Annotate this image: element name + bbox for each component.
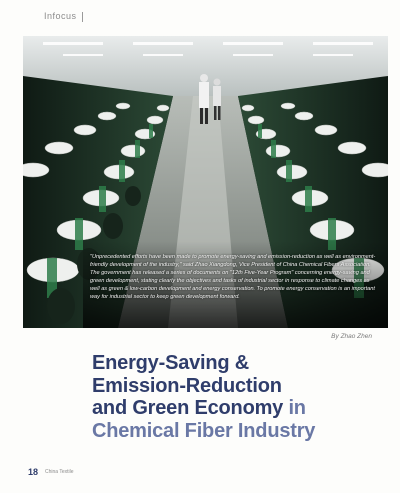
photo-caption: "Unprecedented efforts have been made to promote energy-saving and emission-reduction as well as environment-friendly development of the industry," said Zhao Xiangdong, Vice President of China Chemical Fibers Association. The government has released a series of documents on "12th Five-Year Program" concerning energy-saving and green development, stating clearly the objectives and tasks of industrial sector in response to climate changes as well as green & low-carbon development and energy conservation. To promote energy conservation is an important way for industrial sector to keep green development forward. — [90, 254, 376, 300]
section-divider — [82, 12, 83, 22]
publication-name: China Textile — [45, 469, 74, 475]
title-line-4: Chemical Fiber Industry — [92, 419, 316, 442]
title-line-3 — [92, 397, 392, 420]
section-tag: Infocus — [44, 11, 77, 21]
article-title — [92, 352, 392, 442]
title-line-1: Energy-Saving & — [92, 352, 250, 374]
page-number: 18 — [28, 467, 39, 477]
title-line-2: Emission-Reduction — [92, 374, 282, 397]
author-byline: By Zhao Zhen — [331, 333, 372, 340]
factory-photo — [23, 36, 388, 328]
title-line-3-light: in — [283, 397, 306, 419]
title-line-3-bold: and Green Economy — [92, 397, 284, 419]
